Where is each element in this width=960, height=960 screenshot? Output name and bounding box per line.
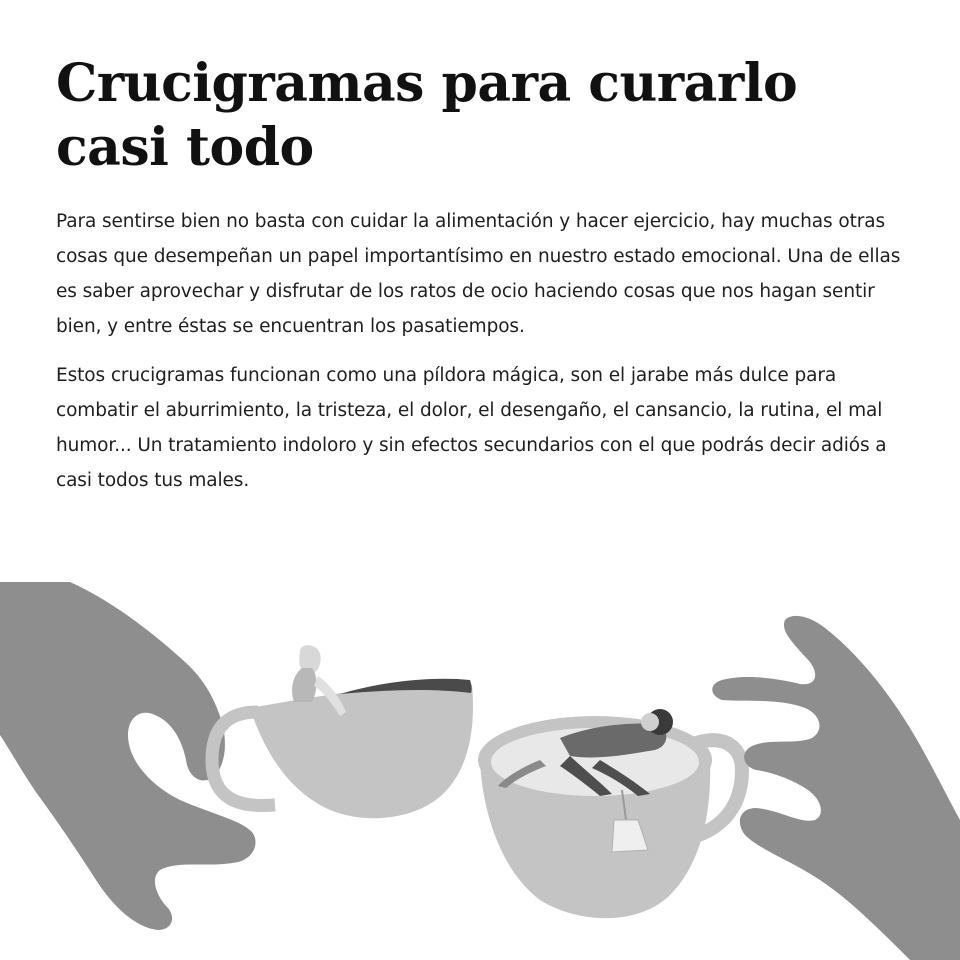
intro-paragraph-2: Estos crucigramas funcionan como una píldora mágica, son el jarabe más dulce para combatir el aburrimiento, la tristeza, el dolor, el desengaño, el cansancio, la rutina, el mal humor... Un tratamiento indoloro y sin efectos secundarios con el que podrás decir adiós a casi todos tus males.	[56, 365, 887, 491]
intro-paragraph-1: Para sentirse bien no basta con cuidar la alimentación y hacer ejercicio, hay muchas otras cosas que desempeñan un papel importantísimo en nuestro estado emocional. Una de ellas es saber aprovechar y disfrutar de los ratos de ocio haciendo cosas que nos hagan sentir bien, y entre éstas se encuentran los pasatiempos.	[56, 211, 901, 337]
right-hand-icon	[712, 616, 960, 960]
intro-text	[56, 204, 906, 512]
left-teacup-icon	[250, 645, 473, 818]
right-teacup-icon	[478, 709, 742, 918]
page-title: Crucigramas para curarlo casi todo	[56, 53, 798, 178]
teacups-illustration	[0, 570, 960, 960]
